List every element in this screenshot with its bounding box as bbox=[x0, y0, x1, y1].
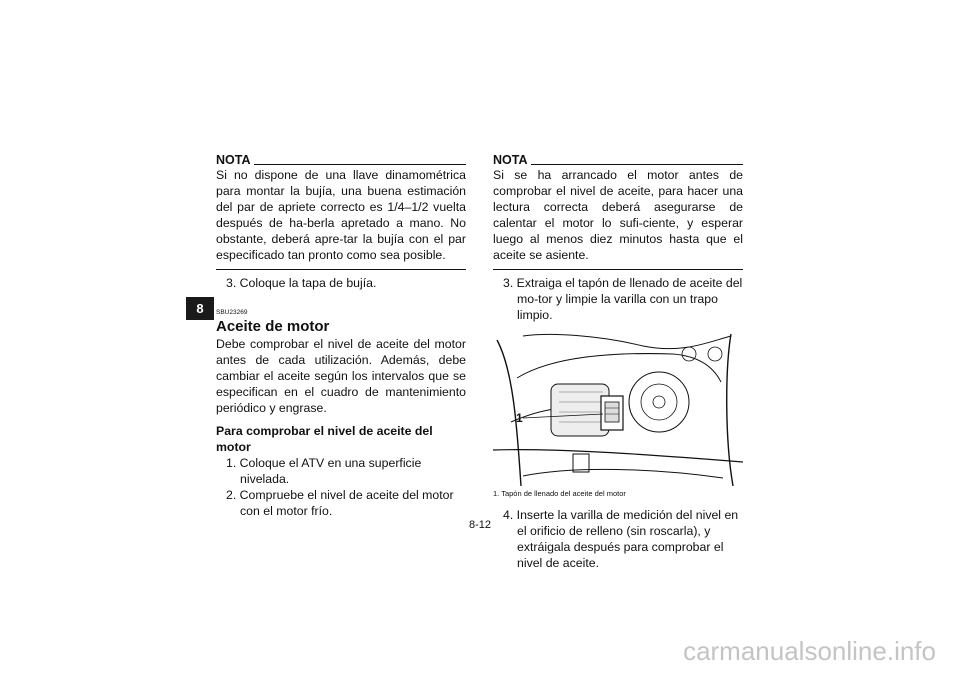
nota-end-rule bbox=[493, 269, 743, 270]
chapter-tab: 8 bbox=[186, 297, 214, 320]
section-text: Debe comprobar el nivel de aceite del motor antes de cada utilización. Además, debe cambiar el aceite según los intervalos que se especifican en el cuadro de mantenimiento periódico y engrase. bbox=[216, 337, 466, 415]
nota-text: Si se ha arrancado el motor antes de comprobar el nivel de aceite, para hacer una lectura correcta deberá asegurarse de calentar el motor lo sufi-ciente, y esperar luego al menos diez minutos hasta que el aceite se asiente. bbox=[493, 168, 743, 262]
engine-oil-filler-figure bbox=[493, 330, 743, 486]
figure-callout: 1 bbox=[516, 411, 523, 425]
step-2: 2. Compruebe el nivel de aceite del motor con el motor frío. bbox=[226, 488, 454, 518]
nota-header bbox=[493, 152, 743, 167]
nota-header bbox=[216, 152, 466, 167]
nota-end-rule bbox=[216, 269, 466, 270]
right-column bbox=[493, 152, 743, 571]
nota-label: NOTA bbox=[216, 153, 251, 167]
step-3-left: 3. Coloque la tapa de bujía. bbox=[226, 276, 377, 290]
section-title: Aceite de motor bbox=[216, 318, 330, 335]
step-4: 4. Inserte la varilla de medición del nivel en el orificio de relleno (sin roscarla), y extráigala después para comprobar el nivel de aceite. bbox=[503, 508, 739, 570]
figure-caption: 1. Tapón de llenado del aceite del motor bbox=[493, 489, 626, 498]
step-3-right: 3. Extraiga el tapón de llenado de aceite del mo-tor y limpie la varilla con un trapo limpio. bbox=[503, 276, 743, 322]
section-code: SBU23269 bbox=[216, 309, 248, 316]
subheading: Para comprobar el nivel de aceite del motor bbox=[216, 424, 433, 454]
step-1: 1. Coloque el ATV en una superficie nivelada. bbox=[226, 456, 422, 486]
nota-rule bbox=[531, 164, 744, 165]
nota-text: Si no dispone de una llave dinamométrica para montar la bujía, una buena estimación del par de apriete correcto es 1/4–1/2 vuelta después de ha-berla apretado a mano. No obstante, deberá apre-tar la bujía con el par especificado tan pronto como sea posible. bbox=[216, 168, 466, 262]
nota-label: NOTA bbox=[493, 153, 528, 167]
left-column bbox=[216, 152, 466, 519]
page-number: 8-12 bbox=[468, 519, 492, 531]
nota-rule bbox=[254, 164, 467, 165]
watermark: carmanualsonline.info bbox=[683, 636, 936, 666]
